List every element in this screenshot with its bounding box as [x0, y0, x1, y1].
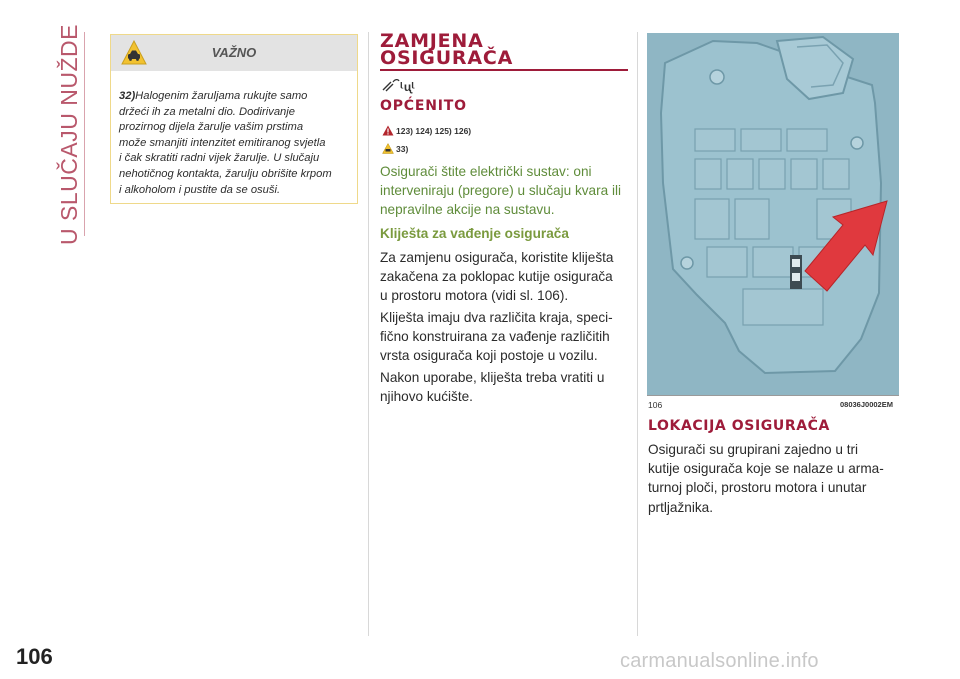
heading-general: OPĆENITO	[380, 98, 467, 114]
fuse-box-figure	[647, 33, 899, 395]
figure-code: 08036J0002EM	[840, 400, 893, 409]
fuse-box-image	[647, 33, 899, 395]
notice-text	[111, 71, 357, 198]
paragraph-fuse-location: Osigurači su grupirani zajedno u tri kutije osigurača koje se nalaze u arma- turnoj ploči, prostoru motora i unutar prtljažnika.	[648, 442, 884, 515]
svg-text:ᶩᶙᶩ: ᶩᶙᶩ	[400, 80, 416, 94]
section-title-text: U SLUČAJU NUŽDE	[55, 23, 82, 245]
notice-line: držeći ih za metalni dio. Dodirivanje	[119, 105, 295, 118]
notice-title: VAŽNO	[211, 45, 257, 60]
notice-line: i čak skratiti radni vijek žarulje. U slučaju	[119, 152, 320, 165]
caution-references: 33)	[382, 143, 408, 154]
column-divider-left	[368, 32, 369, 636]
section-title	[52, 23, 86, 245]
notice-line: nehotičnog kontakta, žarulju obrišite krpom	[119, 167, 332, 180]
warning-triangle-icon	[382, 125, 394, 136]
paragraph-pliers-usage: Za zamjenu osigurača, koristite kliješta zakačena za poklopac kutije osigurača u prostoru motora (vidi sl. 106).	[380, 250, 614, 304]
heading-fuse-replacement: ZAMJENA OSIGURAČA	[380, 30, 514, 69]
section-title-rule	[84, 32, 85, 236]
page-number: 106	[16, 644, 53, 669]
paragraph-pliers-return: Nakon uporabe, kliješta treba vratiti u njihovo kućište.	[380, 370, 605, 405]
heading-fuse-location: LOKACIJA OSIGURAČA	[648, 418, 830, 434]
caution-triangle-icon	[382, 143, 394, 154]
fuse-pliers-icon	[380, 76, 420, 94]
warning-references: 123) 124) 125) 126)	[382, 125, 471, 136]
notice-header	[111, 35, 357, 71]
figure-caption-rule	[647, 395, 899, 396]
notice-line: i alkoholom i pustite da se osuši.	[119, 183, 281, 196]
paragraph-pliers-ends: Kliješta imaju dva različita kraja, speci- fično konstruirana za vađenje različitih vrsta osigurača koji postoje u vozilu.	[380, 310, 613, 364]
notice-line: prozirnog dijela žarulje vašim prstima	[119, 121, 304, 134]
column-divider-right	[637, 32, 638, 636]
notice-ref: 32)	[119, 90, 136, 102]
watermark: carmanualsonline.info	[620, 650, 819, 672]
notice-line: može smanjiti intenzitet emitiranog svjetla	[119, 136, 326, 149]
subheading-pliers: Kliješta za vađenje osigurača	[380, 226, 569, 241]
heading-underline	[380, 69, 628, 71]
intro-paragraph: Osigurači štite električki sustav: oni interveniraju (pregore) u slučaju kvara ili nepravilne akcije na sustavu.	[380, 164, 622, 217]
notice-box	[110, 34, 358, 204]
figure-number: 106	[648, 400, 663, 410]
notice-line: 32)Halogenim žaruljama rukujte samo	[119, 90, 308, 102]
